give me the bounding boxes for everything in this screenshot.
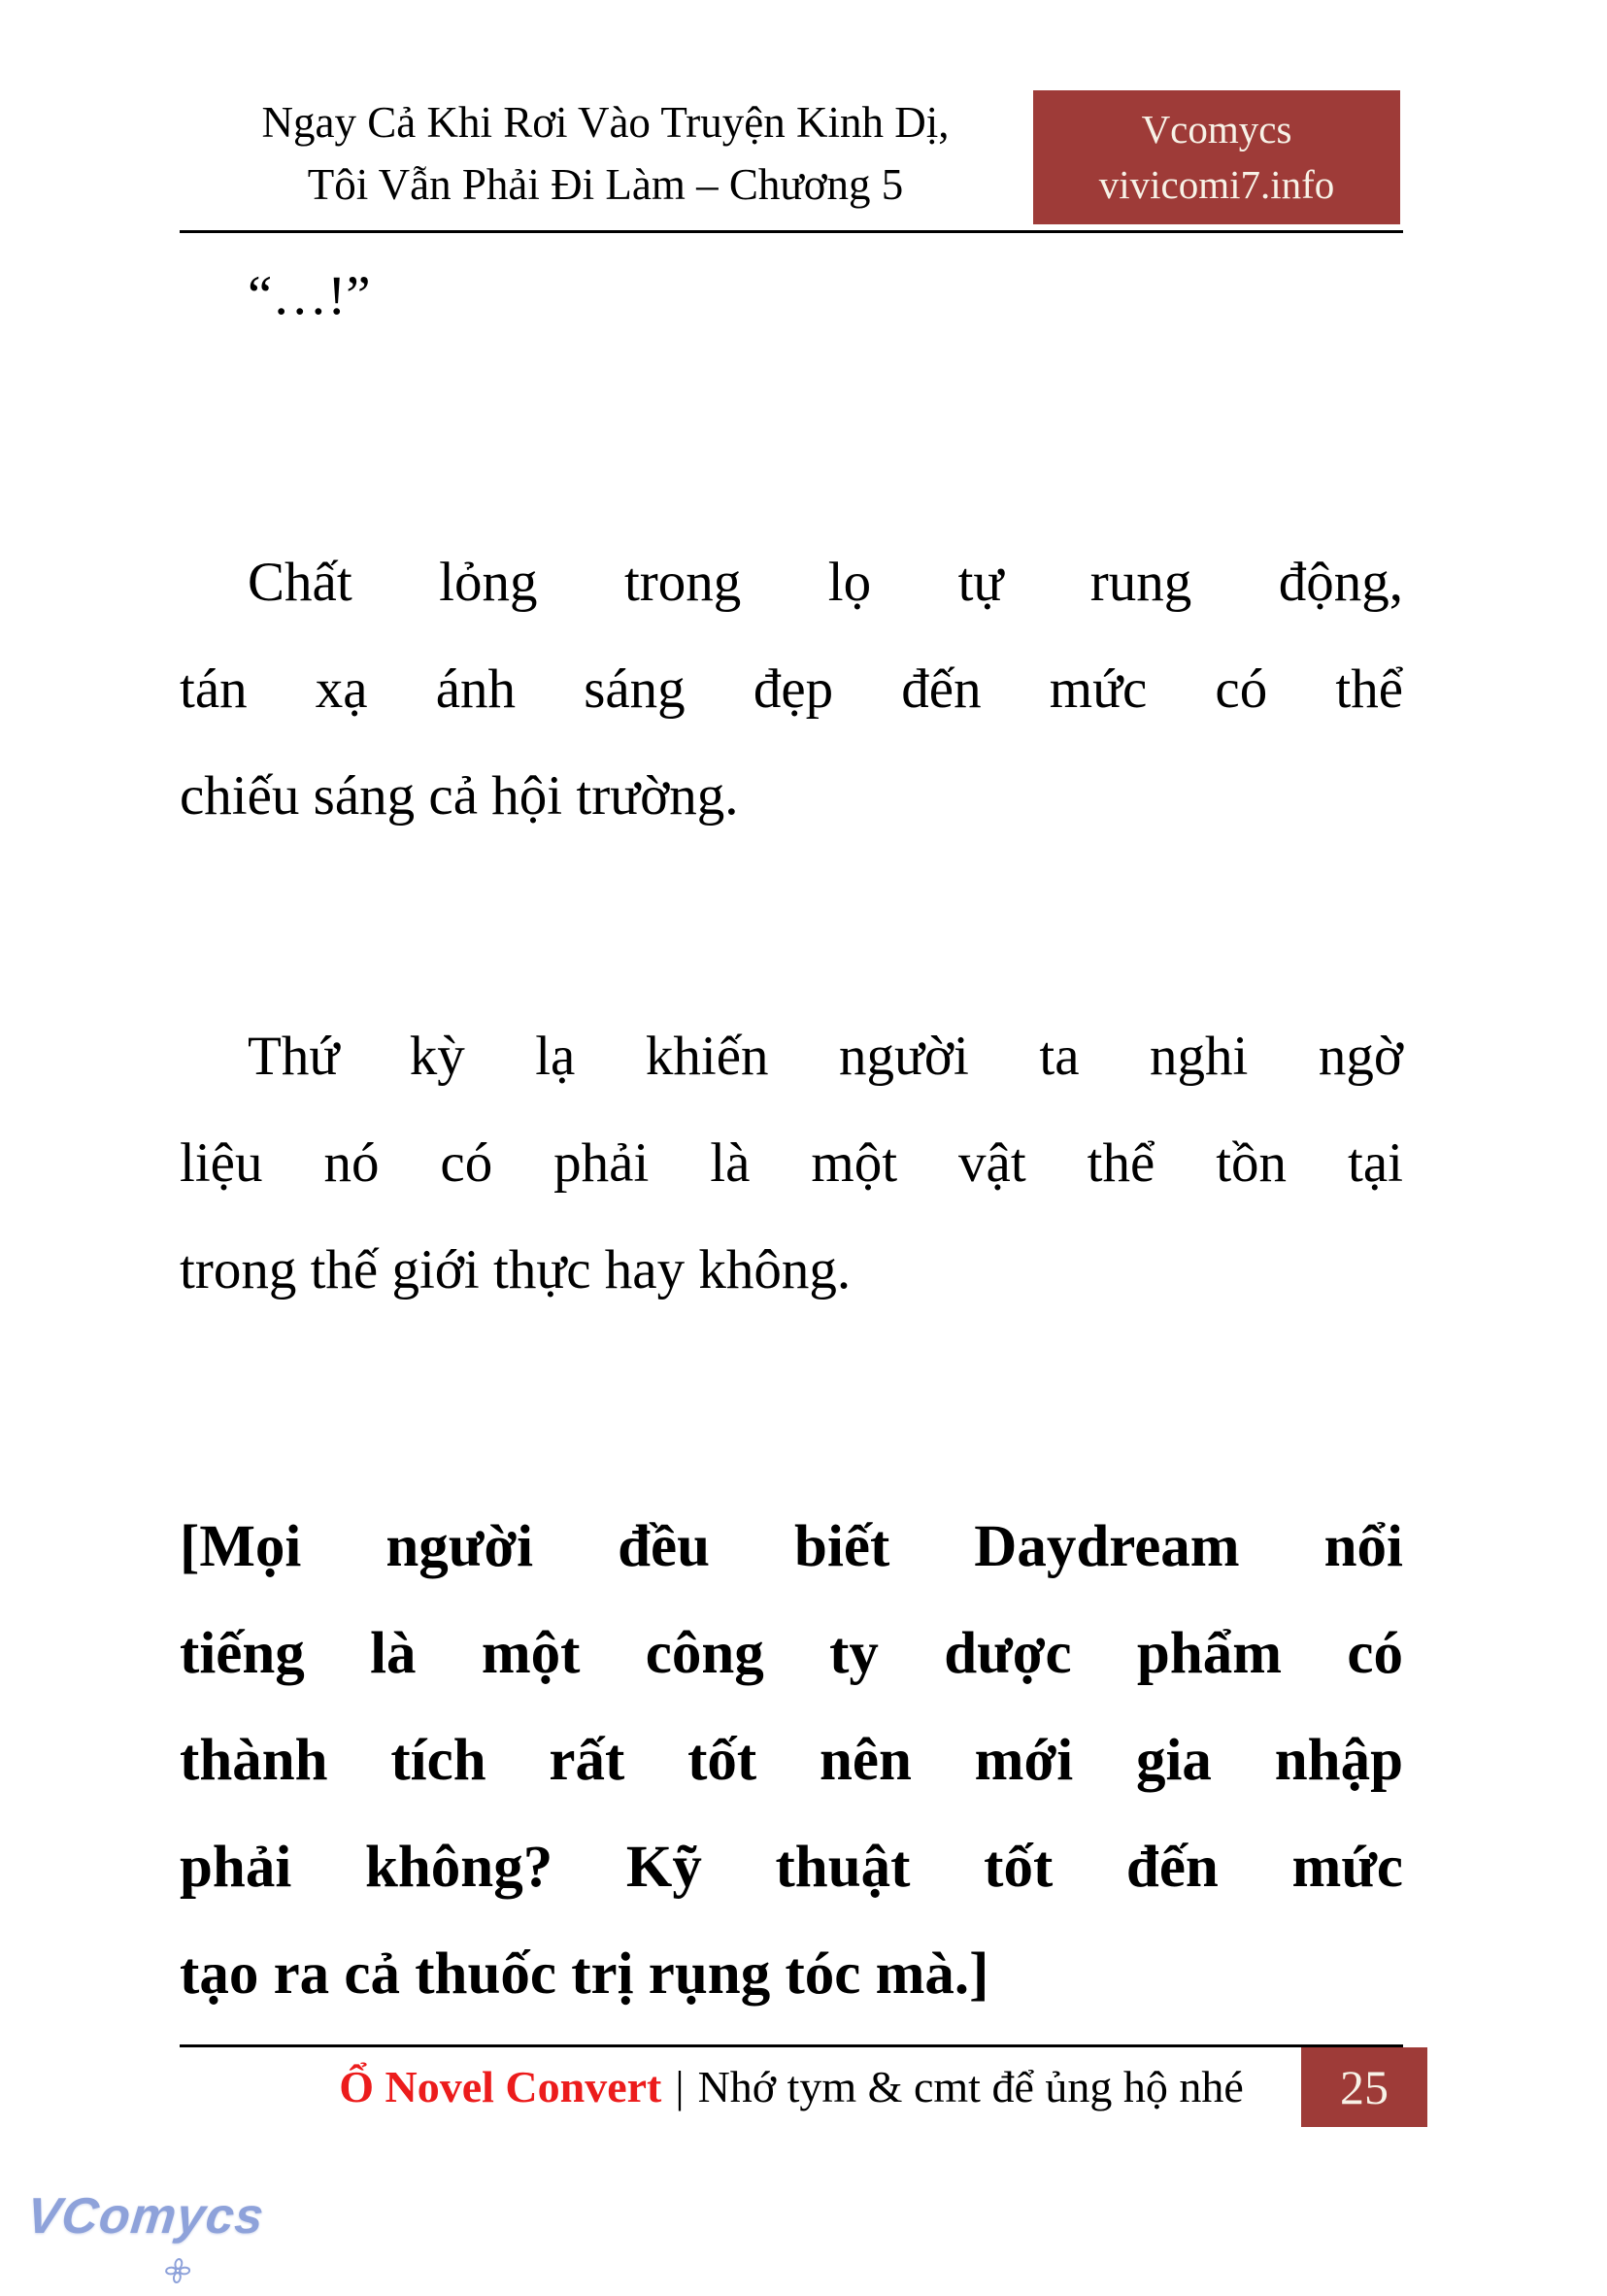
body-line: phải không? Kỹ thuật tốt đến mức — [180, 1835, 1403, 1900]
page-footer — [180, 2044, 1403, 2115]
footer-text — [180, 2059, 1403, 2115]
site-badge-url: vivicomi7.info — [1098, 162, 1335, 207]
body-line: liệu nó có phải là một vật thể tồn tại — [180, 1132, 1403, 1194]
body-paragraph — [180, 1494, 1403, 2028]
body-line: chiếu sáng cả hội trường. — [180, 765, 739, 827]
body-paragraph — [180, 1003, 1403, 1324]
body-line: thành tích rất tốt nên mới gia nhập — [180, 1728, 1403, 1793]
body-line: tán xạ ánh sáng đẹp đến mức có thể — [180, 658, 1403, 720]
body-line: trong thế giới thực hay không. — [180, 1239, 852, 1300]
chapter-title-line1: Ngay Cả Khi Rơi Vào Truyện Kinh Dị, — [261, 98, 950, 147]
body-line: [Mọi người đều biết Daydream nổi — [180, 1514, 1403, 1579]
body-line: Thứ kỳ lạ khiến người ta nghi ngờ — [248, 1026, 1403, 1087]
body-line: tạo ra cả thuốc trị rụng tóc mà.] — [180, 1941, 989, 2007]
body-content — [180, 243, 1403, 2028]
site-badge — [1033, 90, 1400, 224]
site-badge-name: Vcomycs — [1141, 107, 1292, 152]
footer-credit: Ổ Novel Convert — [339, 2062, 662, 2111]
page-number-badge — [1301, 2047, 1427, 2127]
page-header — [180, 87, 1403, 233]
flower-icon — [162, 2238, 193, 2296]
chapter-title — [180, 91, 1031, 216]
footer-divider: | — [675, 2062, 685, 2111]
body-paragraph — [180, 243, 1403, 350]
body-line: Chất lỏng trong lọ tự rung động, — [248, 552, 1403, 613]
body-paragraph — [180, 529, 1403, 850]
body-line: “…!” — [248, 265, 371, 326]
watermark-logo — [24, 2187, 267, 2245]
footer-note: Nhớ tym & cmt để ủng hộ nhé — [697, 2062, 1244, 2111]
body-line: tiếng là một công ty dược phẩm có — [180, 1621, 1403, 1686]
watermark-logo-text: VComycs — [23, 2188, 268, 2245]
chapter-title-line2: Tôi Vẫn Phải Đi Làm – Chương 5 — [307, 160, 904, 209]
page-number: 25 — [1340, 2060, 1389, 2114]
